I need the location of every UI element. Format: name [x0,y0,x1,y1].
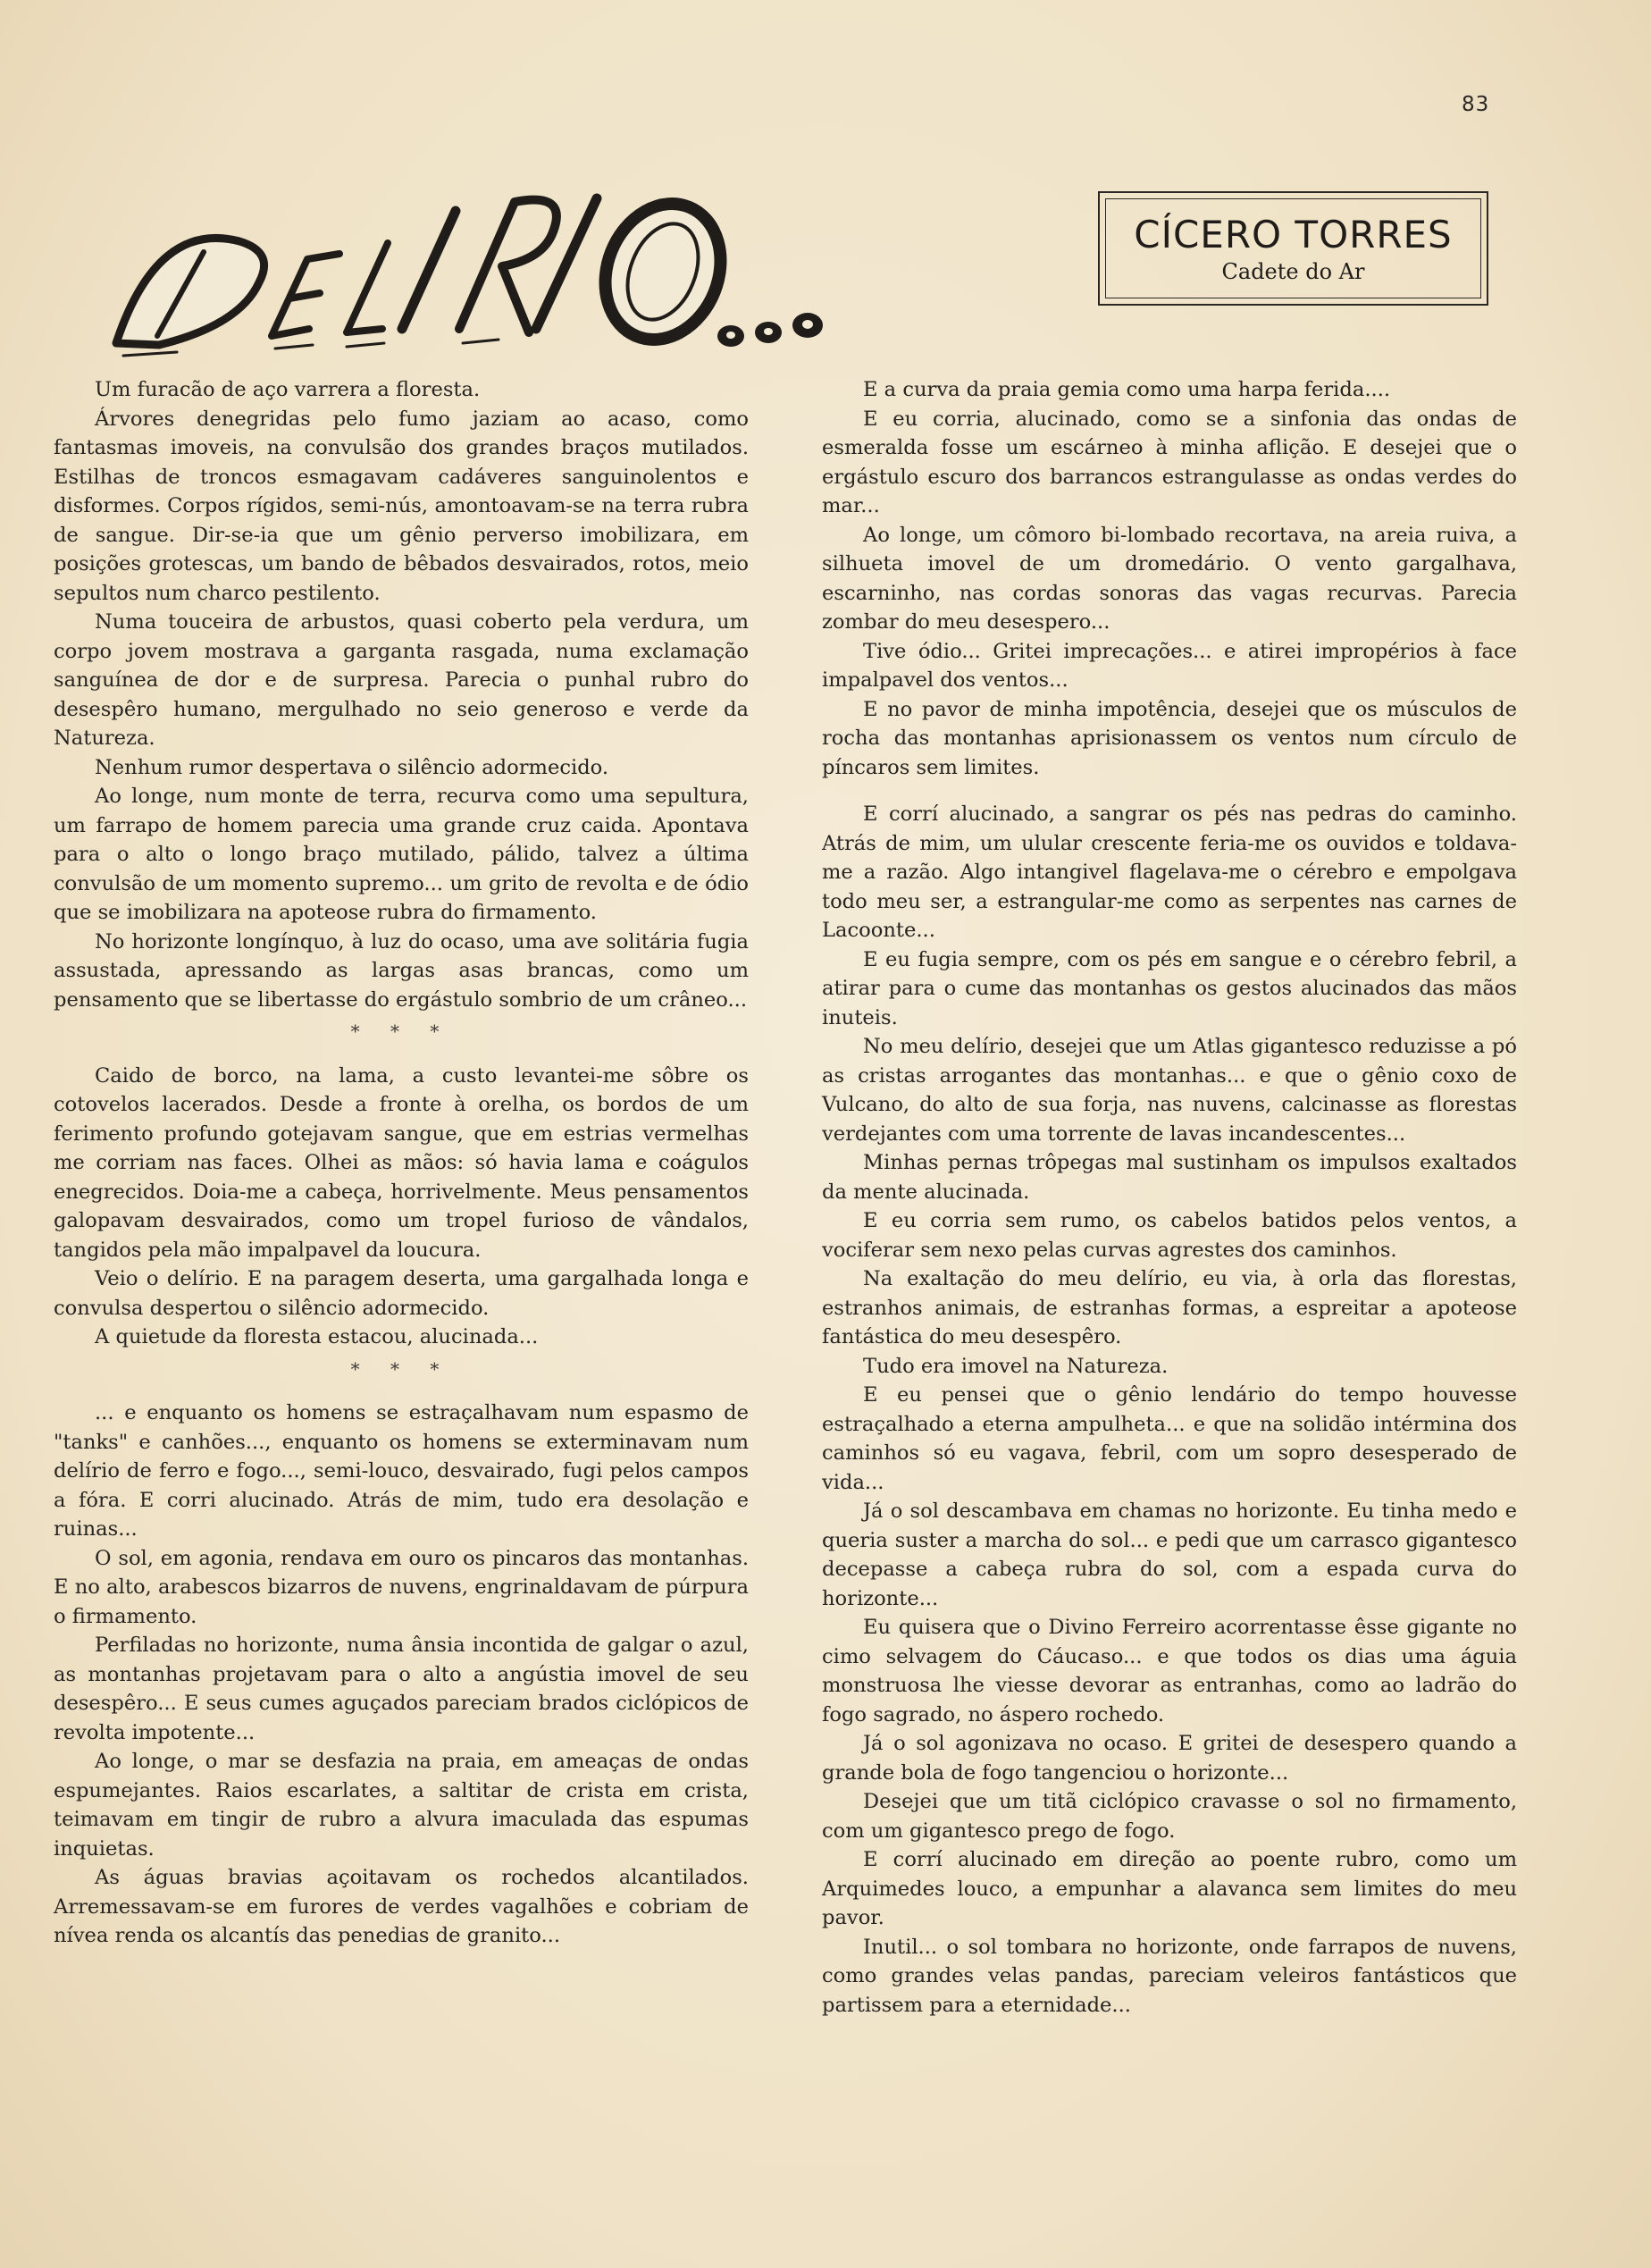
paragraph: Árvores denegridas pelo fumo jaziam ao acaso, como fantasmas imoveis, na convulsão dos grandes braços mutilados. Estilhas de troncos esmagavam cadáveres sanguinolentos e disformes. Corpos rígidos, semi-nús, amontoavam-se na terra rubra de sangue. Dir-se-ia que um gênio perverso imobilizara, em posições grotescas, um bando de bêbados desvairados, rotos, meio sepultos num charco pestilento. [54,407,749,605]
paragraph: E eu corria, alucinado, como se a sinfonia das ondas de esmeralda fosse um escárneo à minha aflição. E desejei que o ergástulo escuro dos barrancos estrangulasse as ondas verdes do mar... [822,407,1517,517]
author-role: Cadete do Ar [1221,259,1365,284]
paragraph: E eu fugia sempre, com os pés em sangue e o cérebro febril, a atirar para o cume das montanhas os gestos alucinados das mãos inuteis. [822,947,1517,1029]
paragraph: E a curva da praia gemia como uma harpa ferida.... [863,378,1391,401]
paragraph: Nenhum rumor despertava o silêncio adormecido. [95,755,609,779]
paragraph: E corrí alucinado em direção ao poente rubro, como um Arquimedes louco, a empunhar a alavanca sem limites do meu pavor. [822,1848,1517,1929]
paragraph: Já o sol descambava em chamas no horizonte. Eu tinha medo e queria suster a marcha do sol... e pedi que um carrasco gigantesco decepasse a cabeça rubra do sol, com a espada curva do horizonte... [822,1499,1517,1610]
paragraph: Já o sol agonizava no ocaso. E gritei de desespero quando a grande bola de fogo tangenciou o horizonte... [822,1732,1517,1785]
section-separator: * * * [350,1021,452,1042]
article-title [105,166,856,372]
paragraph: Numa touceira de arbustos, quasi coberto pela verdura, um corpo jovem mostrava a garganta rasgada, numa exclamação sanguínea de dor e de surpresa. Parecia o punhal rubro do desespêro humano, mergulhado no seio generoso e verde da Natureza. [54,610,749,750]
page-number: 83 [1462,93,1490,116]
paragraph: No horizonte longínquo, à luz do ocaso, uma ave solitária fugia assustada, apressando as largas asas brancas, como um pensamento que se libertasse do ergástulo sombrio de um crâneo... [54,929,749,1012]
left-column [54,375,749,1951]
paragraph: As águas bravias açoitavam os rochedos alcantilados. Arremessavam-se em furores de verdes vagalhões e cobriam de nívea renda os alcantís das penedias de granito... [54,1866,749,1947]
author-name: CÍCERO TORRES [1134,213,1453,256]
paragraph: Ao longe, o mar se desfazia na praia, em ameaças de ondas espumejantes. Raios escarlates, a saltitar de crista em crista, teimavam em tingir de rubro a alvura imaculada das espumas inquietas. [54,1750,749,1861]
paragraph: Tive ódio... Gritei imprecações... e atirei impropérios à face impalpavel dos ventos... [822,639,1517,692]
author-box [1098,191,1488,306]
paragraph: Desejei que um titã ciclópico cravasse o sol no firmamento, com um gigantesco prego de fogo. [822,1790,1517,1843]
paragraph: Eu quisera que o Divino Ferreiro acorrentasse êsse gigante no cimo selvagem do Cáucaso... e que todos os dias uma águia monstruosa lhe viesse devorar as entranhas, como ao ladrão do fogo sagrado, no áspero rochedo. [822,1616,1517,1726]
paragraph: E eu corria sem rumo, os cabelos batidos pelos ventos, a vociferar sem nexo pelas curvas agrestes dos caminhos. [822,1209,1517,1262]
paragraph: ... e enquanto os homens se estraçalhavam num espasmo de "tanks" e canhões..., enquanto os homens se exterminavam num delírio de ferro e fogo..., semi-louco, desvairado, fugi pelos campos a fóra. E corri alucinado. Atrás de mim, tudo era desolação e ruinas... [54,1401,749,1541]
paragraph: A quietude da floresta estacou, alucinada... [95,1325,539,1348]
section-separator: * * * [350,1357,452,1380]
paragraph: E corrí alucinado, a sangrar os pés nas pedras do caminho. Atrás de mim, um ulular crescente feria-me os ouvidos e toldava-me a razão. Algo intangivel flagelava-me o cérebro e empolgava todo meu ser, a estrangular-me como as serpentes nas carnes de Lacoonte... [822,802,1517,942]
svg-text:DELIRIO...: DELIRIO... [105,166,111,167]
paragraph: Um furacão de aço varrera a floresta. [95,378,481,401]
paragraph: Perfiladas no horizonte, numa ânsia incontida de galgar o azul, as montanhas projetavam para o alto a angústia imovel de seu desespêro... E seus cumes aguçados pareciam brados ciclópicos de revolta impotente... [54,1634,749,1744]
paragraph: E no pavor de minha impotência, desejei que os músculos de rocha das montanhas aprisionassem os ventos num círculo de píncaros sem limites. [822,697,1517,779]
paragraph: No meu delírio, desejei que um Atlas gigantesco reduzisse a pó as cristas arrogantes das montanhas... e que o gênio coxo de Vulcano, do alto de sua forja, nas nuvens, calcinasse as florestas verdejantes com uma torrente de lavas incandescentes... [822,1035,1517,1146]
paragraph: E eu pensei que o gênio lendário do tempo houvesse estraçalhado a eterna ampulheta... e que na solidão intérmina dos caminhos só eu vagava, febril, com um sopro desesperado de vida... [822,1383,1517,1494]
right-column [822,375,1517,2020]
paragraph: Tudo era imovel na Natureza. [863,1354,1169,1378]
paragraph: Veio o delírio. E na paragem deserta, uma gargalhada longa e convulsa despertou o silêncio adormecido. [54,1267,749,1320]
paragraph: Inutil... o sol tombara no horizonte, onde farrapos de nuvens, como grandes velas pandas, pareciam veleiros fantásticos que partissem para a eternidade... [822,1935,1517,2017]
paragraph: O sol, em agonia, rendava em ouro os pincaros das montanhas. E no alto, arabescos bizarros de nuvens, engrinaldavam de púrpura o firmamento. [54,1546,749,1628]
paragraph: Ao longe, um cômoro bi-lombado recortava, na areia ruiva, a silhueta imovel de um dromedário. O vento gargalhava, escarninho, nas cordas sonoras das vagas recurvas. Parecia zombar do meu desespero... [822,523,1517,634]
paragraph: Caido de borco, na lama, a custo levantei-me sôbre os cotovelos lacerados. Desde a fronte à orelha, os bordos de um ferimento profundo gotejavam sangue, que em estrias vermelhas me corriam nas faces. Olhei as mãos: só havia lama e coágulos enegrecidos. Doia-me a cabeça, horrivelmente. Meus pensamentos galopavam desvairados, como um tropel furioso de vândalos, tangidos pela mão impalpavel da loucura. [54,1063,749,1262]
paragraph: Ao longe, num monte de terra, recurva como uma sepultura, um farrapo de homem parecia uma grande cruz caida. Apontava para o alto o longo braço mutilado, pálido, talvez a última convulsão de um momento supremo... um grito de revolta e de ódio que se imobilizara na apoteose rubra do firmamento. [54,785,749,924]
paragraph: Minhas pernas trôpegas mal sustinham os impulsos exaltados da mente alucinada. [822,1151,1517,1204]
paragraph: Na exaltação do meu delírio, eu via, à orla das florestas, estranhos animais, de estranhas formas, a espreitar a apoteose fantástica do meu desespêro. [822,1267,1517,1348]
